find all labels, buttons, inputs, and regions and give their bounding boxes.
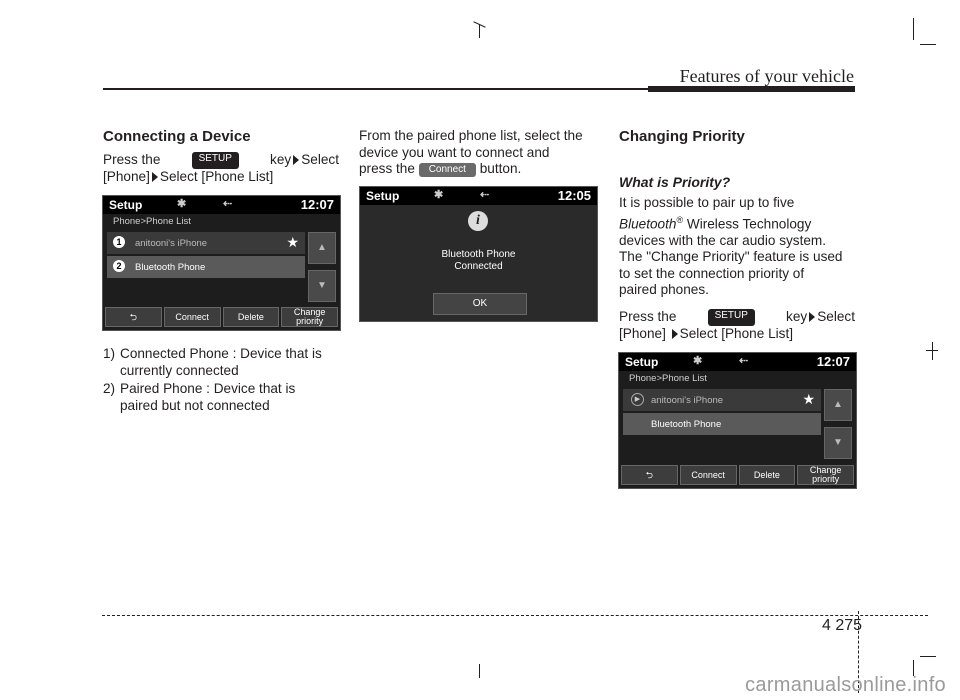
text-line: Wireless Technology [683,216,812,232]
list-item-label: anitooni's iPhone [651,395,724,406]
heading-changing-priority: Changing Priority [619,128,745,145]
usb-icon: ⇠ [739,355,749,367]
list-item-label: anitooni's iPhone [135,238,208,249]
connect-key-icon: Connect [419,163,476,177]
scroll-down-button[interactable]: ▼ [824,427,852,459]
screen-title-bar [103,196,340,214]
screen-title-bar [360,187,597,205]
screen-phone-list [102,195,341,331]
dialog-line-1: Bluetooth Phone [441,249,516,260]
crop-mark-tr-v [913,18,914,40]
list-item-phone-2[interactable] [623,413,821,435]
text-line: devices with the car audio system. [619,232,827,248]
ok-button[interactable]: OK [433,293,527,315]
bluetooth-icon: ✱ [434,189,444,201]
text-select: Select [301,152,339,167]
crop-mark-tr-h [920,44,936,45]
col2-instructions [359,128,598,178]
arrow-right-icon [672,329,678,339]
list-item-phone-1[interactable] [107,232,305,254]
text-phone: [Phone] [619,325,666,341]
text-bluetooth: Bluetooth [619,216,677,232]
subheading-what-is-priority: What is Priority? [619,174,731,190]
heading-connecting-device: Connecting a Device [103,128,251,145]
list-item-phone-1[interactable] [623,389,821,411]
connect-button[interactable]: Connect [680,465,737,485]
screen-breadcrumb: Phone>Phone List [113,216,191,227]
text-line: It is possible to pair up to five [619,195,795,210]
col3-instructions [619,309,855,342]
callout-number-1: 1 [113,236,125,248]
screen-breadcrumb: Phone>Phone List [629,373,707,384]
note-number: 2) [103,381,116,396]
change-priority-button[interactable]: Change priority [797,465,854,485]
section-number: 4 [822,617,831,634]
header-title: Features of your vehicle [679,66,854,86]
priority-description [619,195,855,299]
play-icon: ▶ [631,393,644,406]
page-number [822,617,862,635]
note-text: Paired Phone : Device that is [120,381,296,396]
screen-title-bar [619,353,856,371]
screen-button-bar [105,307,338,327]
dialog-message [360,249,597,273]
text-line: paired phones. [619,282,709,298]
scroll-down-button[interactable]: ▼ [308,270,336,302]
note-2 [103,381,339,414]
setup-key-icon: SETUP [192,152,239,169]
delete-button[interactable]: Delete [223,307,280,327]
text-press: press the [359,161,415,176]
page-number-value: 275 [835,617,863,634]
usb-icon: ⇠ [480,189,490,201]
back-button[interactable]: ⮌ [105,307,162,327]
scroll-up-button[interactable]: ▲ [824,389,852,421]
note-text: Connected Phone : Device that is [120,346,322,361]
text-key: key [270,152,292,167]
list-item-phone-2[interactable] [107,256,305,278]
header-rule-accent [648,86,855,92]
text-line: to set the connection priority of [619,265,805,281]
crop-mark-right-h [926,350,938,351]
footer-rule [102,615,928,616]
screen-title: Setup [625,355,659,369]
watermark: carmanualsonline.info [745,674,946,696]
back-button[interactable]: ⮌ [621,465,678,485]
list-item-label: Bluetooth Phone [651,419,722,430]
arrow-right-icon [152,172,158,182]
arrow-right-icon [293,155,299,165]
usb-icon: ⇠ [223,198,233,210]
bluetooth-icon: ✱ [693,355,703,367]
text-select-phone-list: Select [Phone List] [159,168,274,184]
crop-mark-right-v [932,342,933,360]
screen-connected [359,186,598,322]
info-icon: i [468,211,488,231]
dialog-line-2: Connected [454,261,503,272]
note-1 [103,346,339,379]
text-key: key [786,309,808,324]
text-registered: ® [676,214,684,225]
screen-title: Setup [109,198,143,212]
delete-button[interactable]: Delete [739,465,796,485]
crop-mark-br-h [920,656,936,657]
screen-phone-list-priority [618,352,857,489]
notes-list [103,346,339,414]
crop-mark-top [479,24,480,38]
crop-mark-bottom [479,664,480,678]
text-select-phone-list: Select [Phone List] [679,325,794,341]
connect-button[interactable]: Connect [164,307,221,327]
screen-button-bar [621,465,854,485]
text-phone: [Phone] [103,168,150,184]
star-icon: ★ [286,234,299,250]
callout-number-2: 2 [113,260,125,272]
text-line: device you want to connect and [359,144,550,160]
text-button: button. [479,161,522,176]
clock-time: 12:07 [300,197,334,212]
setup-key-icon: SETUP [708,309,755,326]
text-line: The "Change Priority" feature is used [619,249,843,265]
clock-time: 12:07 [816,354,850,369]
note-text: paired but not connected [120,397,270,413]
col1-instructions [103,152,339,185]
text-press: Press the [103,152,161,167]
scroll-up-button[interactable]: ▲ [308,232,336,264]
text-line: From the paired phone list, select the [359,128,583,143]
list-item-label: Bluetooth Phone [135,262,206,273]
arrow-right-icon [809,312,815,322]
screen-title: Setup [366,189,400,203]
bluetooth-icon: ✱ [177,198,187,210]
star-icon: ★ [802,391,815,407]
text-press: Press the [619,309,677,324]
text-select: Select [817,309,855,324]
change-priority-button[interactable]: Change priority [281,307,338,327]
note-number: 1) [103,346,116,361]
note-text: currently connected [120,362,239,378]
clock-time: 12:05 [557,188,591,203]
